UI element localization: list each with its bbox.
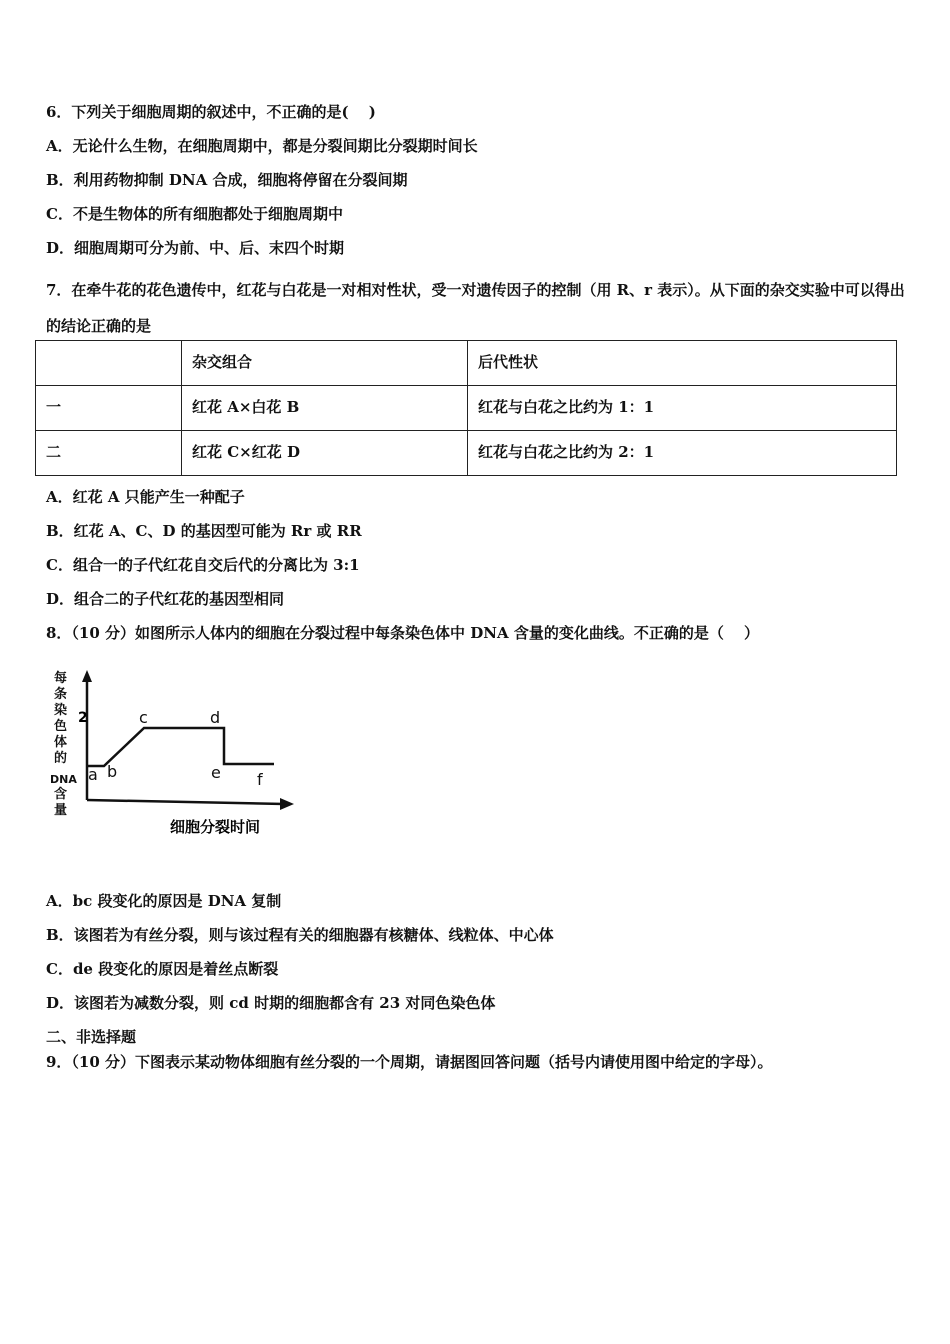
q7-option-c: C．组合一的子代红花自交后代的分离比为 3:1 bbox=[46, 556, 360, 574]
y-label-char: 色 bbox=[54, 719, 68, 734]
dna-content-graph bbox=[48, 666, 298, 838]
table-cell: 一 bbox=[36, 386, 182, 431]
y-label-char: DNA bbox=[50, 773, 77, 786]
y-label-char: 量 bbox=[54, 803, 68, 818]
y-label-char: 含 bbox=[54, 787, 68, 802]
q7-stem: 7．在牵牛花的花色遗传中，红花与白花是一对相对性状，受一对遗传因子的控制（用 R、r 表示）。从下面的杂交实验中可以得出的结论正确的是 bbox=[46, 281, 905, 335]
q6-option-c: C．不是生物体的所有细胞都处于细胞周期中 bbox=[46, 205, 343, 223]
table-row bbox=[36, 431, 897, 476]
table-cell: 后代性状 bbox=[468, 341, 897, 386]
table-cell: 红花与白花之比约为 2：1 bbox=[468, 431, 897, 476]
q7-table bbox=[35, 340, 897, 476]
y-label-char: 体 bbox=[54, 735, 68, 750]
y-label-char: 条 bbox=[54, 687, 68, 702]
table-cell: 二 bbox=[36, 431, 182, 476]
y-label-char: 每 bbox=[54, 671, 68, 686]
dna-curve bbox=[87, 728, 274, 766]
y-label-char: 的 bbox=[54, 751, 68, 766]
table-cell: 红花 C×红花 D bbox=[182, 431, 468, 476]
x-axis-arrow-icon bbox=[280, 798, 294, 810]
y-axis-arrow-icon bbox=[82, 670, 92, 682]
x-axis-label: 细胞分裂时间 bbox=[170, 818, 261, 836]
point-label-c: c bbox=[139, 708, 148, 727]
q6-stem: 6．下列关于细胞周期的叙述中，不正确的是( ) bbox=[46, 103, 376, 121]
q6-option-d: D．细胞周期可分为前、中、后、末四个时期 bbox=[46, 239, 345, 257]
q6-option-b: B．利用药物抑制 DNA 合成，细胞将停留在分裂间期 bbox=[46, 171, 408, 189]
table-cell: 红花 A×白花 B bbox=[182, 386, 468, 431]
q6-option-a: A．无论什么生物，在细胞周期中，都是分裂间期比分裂期时间长 bbox=[46, 137, 478, 155]
q9-stem: 9．（10 分）下图表示某动物体细胞有丝分裂的一个周期，请据图回答问题（括号内请使用图中给定的字母）。 bbox=[46, 1053, 773, 1071]
table-row bbox=[36, 386, 897, 431]
q8-option-d: D．该图若为减数分裂，则 cd 时期的细胞都含有 23 对同色染色体 bbox=[46, 994, 496, 1012]
q8-option-c: C．de 段变化的原因是着丝点断裂 bbox=[46, 960, 279, 978]
q7-option-d: D．组合二的子代红花的基因型相同 bbox=[46, 590, 285, 608]
q8-option-b: B．该图若为有丝分裂，则与该过程有关的细胞器有核糖体、线粒体、中心体 bbox=[46, 926, 554, 944]
section-title: 二、非选择题 bbox=[46, 1028, 137, 1046]
q7-option-b: B．红花 A、C、D 的基因型可能为 Rr 或 RR bbox=[46, 522, 362, 540]
q8-option-a: A．bc 段变化的原因是 DNA 复制 bbox=[46, 892, 282, 910]
table-cell: 杂交组合 bbox=[182, 341, 468, 386]
table-cell bbox=[36, 341, 182, 386]
point-label-a: a bbox=[88, 765, 98, 784]
point-label-e: e bbox=[211, 763, 221, 782]
table-header-row bbox=[36, 341, 897, 386]
point-label-f: f bbox=[257, 770, 263, 789]
q8-stem: 8．（10 分）如图所示人体内的细胞在分裂过程中每条染色体中 DNA 含量的变化曲线。不正确的是（ ） bbox=[46, 624, 760, 642]
y-tick-label: 2 bbox=[78, 710, 88, 726]
point-label-d: d bbox=[210, 708, 221, 727]
x-axis bbox=[87, 800, 284, 804]
table-cell: 红花与白花之比约为 1：1 bbox=[468, 386, 897, 431]
q7-option-a: A．红花 A 只能产生一种配子 bbox=[46, 488, 245, 506]
y-label-char: 染 bbox=[54, 703, 68, 718]
point-label-b: b bbox=[107, 762, 118, 781]
